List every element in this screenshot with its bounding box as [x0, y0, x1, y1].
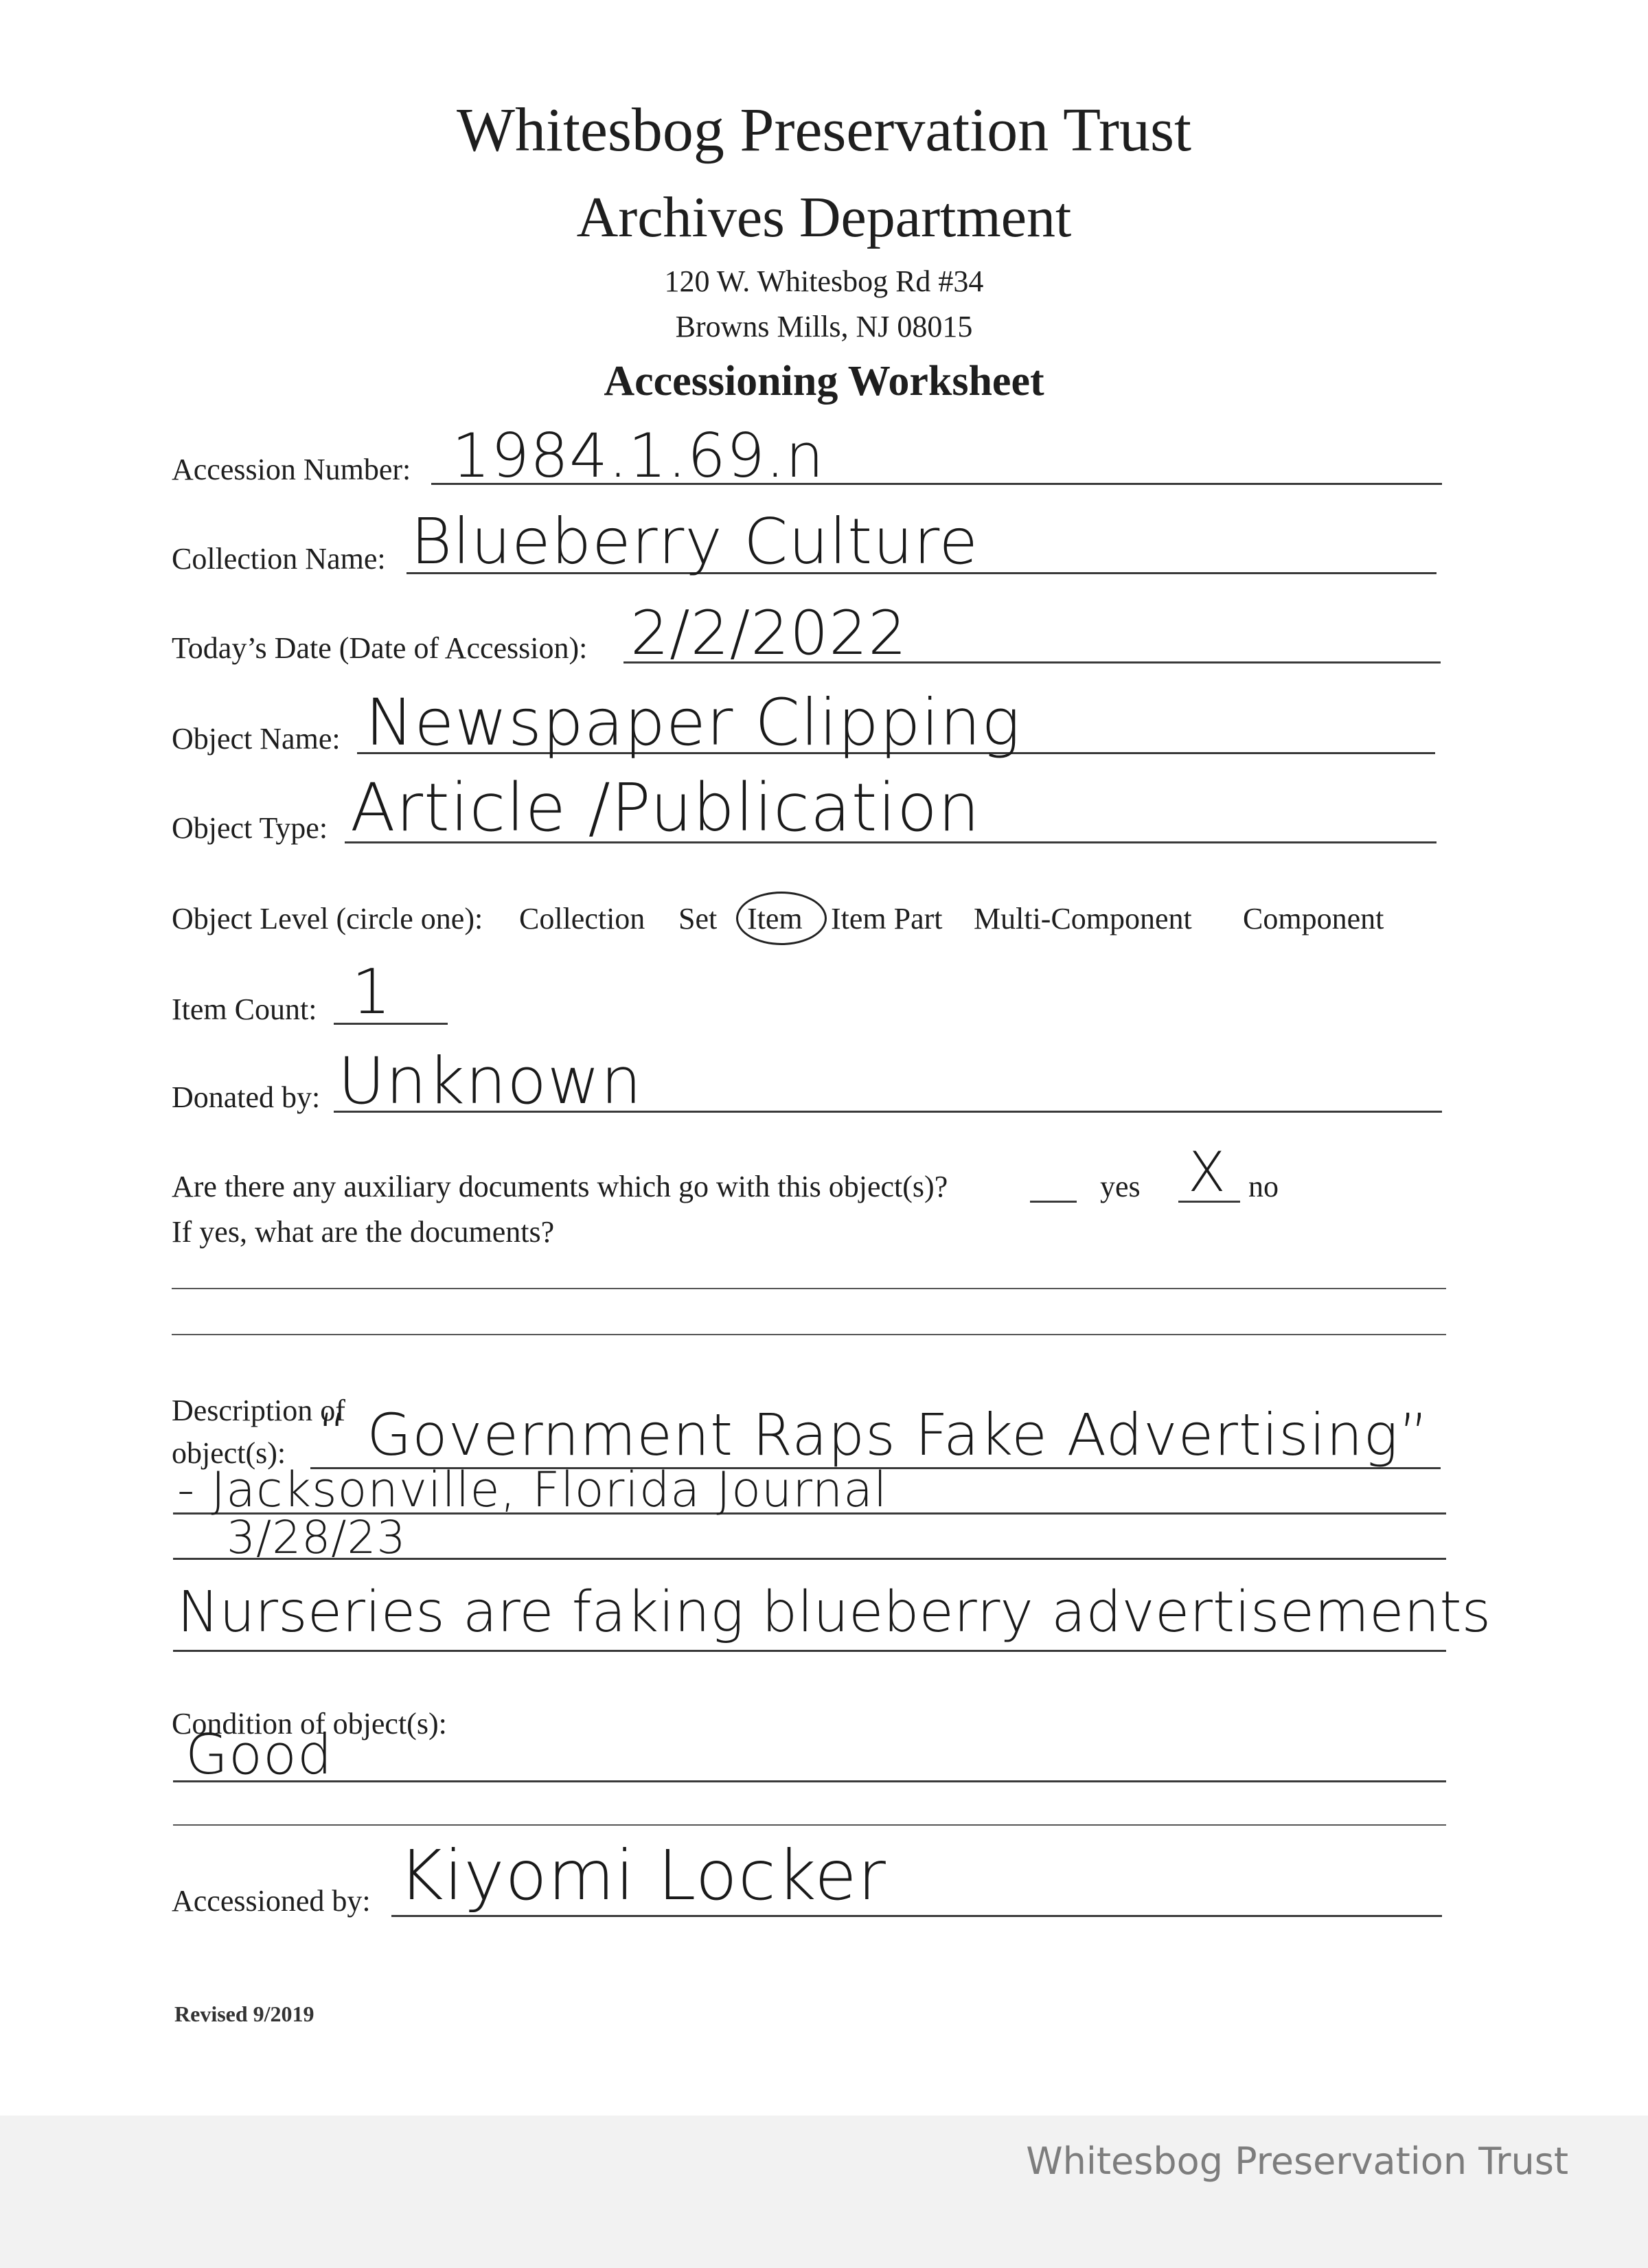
condition-value: Good	[185, 1723, 333, 1787]
donated-by-label: Donated by:	[172, 1080, 321, 1114]
accessioned-by-value: Kiyomi Locker	[398, 1835, 886, 1916]
address-line-2: Browns Mills, NJ 08015	[675, 310, 973, 343]
object-name-label: Object Name:	[172, 722, 341, 756]
credit-strip	[0, 2116, 1648, 2268]
description-text-1: “ Government Raps Fake Advertising”	[317, 1401, 1430, 1468]
credit-watermark: Whitesbog Preservation Trust	[1026, 2140, 1568, 2183]
object-type-label: Object Type:	[172, 811, 328, 845]
level-option-item[interactable]: Item	[747, 902, 803, 935]
item-count-value: 1	[352, 956, 392, 1028]
accessioned-by-label: Accessioned by:	[172, 1884, 371, 1918]
description-label-2: object(s):	[172, 1436, 286, 1470]
condition-label: Condition of object(s):	[172, 1707, 447, 1740]
org-title: Whitesbog Preservation Trust	[457, 96, 1191, 164]
worksheet-title: Accessioning Worksheet	[604, 358, 1044, 405]
donated-by-value: Unknown	[338, 1044, 643, 1119]
date-label: Today’s Date (Date of Accession):	[172, 631, 588, 665]
address-line-1: 120 W. Whitesbog Rd #34	[664, 264, 984, 298]
accession-number-value: 1984.1.69.n	[452, 420, 825, 491]
item-count-label: Item Count:	[172, 993, 317, 1026]
auxiliary-followup: If yes, what are the documents?	[172, 1215, 555, 1249]
auxiliary-answer-line-2[interactable]	[172, 1334, 1446, 1335]
level-option-item-part[interactable]: Item Part	[831, 902, 943, 935]
level-option-multi-component[interactable]: Multi-Component	[974, 902, 1192, 935]
object-name-value: Newspaper Clipping	[365, 685, 1021, 760]
object-level-label: Object Level (circle one):	[172, 902, 483, 935]
yes-blank[interactable]	[1030, 1201, 1077, 1203]
level-selection-circle	[736, 892, 827, 945]
description-text-3: 3/28/23	[227, 1511, 407, 1564]
description-line-4	[173, 1650, 1446, 1652]
description-label-1: Description of	[172, 1394, 345, 1427]
level-option-set[interactable]: Set	[678, 902, 718, 935]
accession-number-label: Accession Number:	[172, 453, 411, 486]
no-label: no	[1248, 1170, 1279, 1203]
auxiliary-question: Are there any auxiliary documents which go with this object(s)?	[172, 1170, 948, 1203]
description-text-4: Nurseries are faking blueberry advertisements	[177, 1580, 1491, 1645]
no-checkmark: X	[1188, 1140, 1226, 1204]
collection-name-value: Blueberry Culture	[411, 505, 978, 578]
object-type-value: Article /Publication	[350, 769, 981, 846]
yes-label: yes	[1100, 1170, 1141, 1203]
date-value: 2/2/2022	[630, 598, 908, 668]
level-option-collection[interactable]: Collection	[519, 902, 645, 935]
condition-line-2	[173, 1824, 1446, 1826]
auxiliary-answer-line-1[interactable]	[172, 1288, 1446, 1289]
level-option-component[interactable]: Component	[1243, 902, 1384, 935]
collection-name-label: Collection Name:	[172, 542, 386, 576]
condition-line-1	[173, 1780, 1446, 1782]
description-text-2: - Jacksonville, Florida Journal	[177, 1462, 888, 1518]
department-title: Archives Department	[576, 185, 1072, 249]
revised-note: Revised 9/2019	[174, 2001, 314, 2026]
